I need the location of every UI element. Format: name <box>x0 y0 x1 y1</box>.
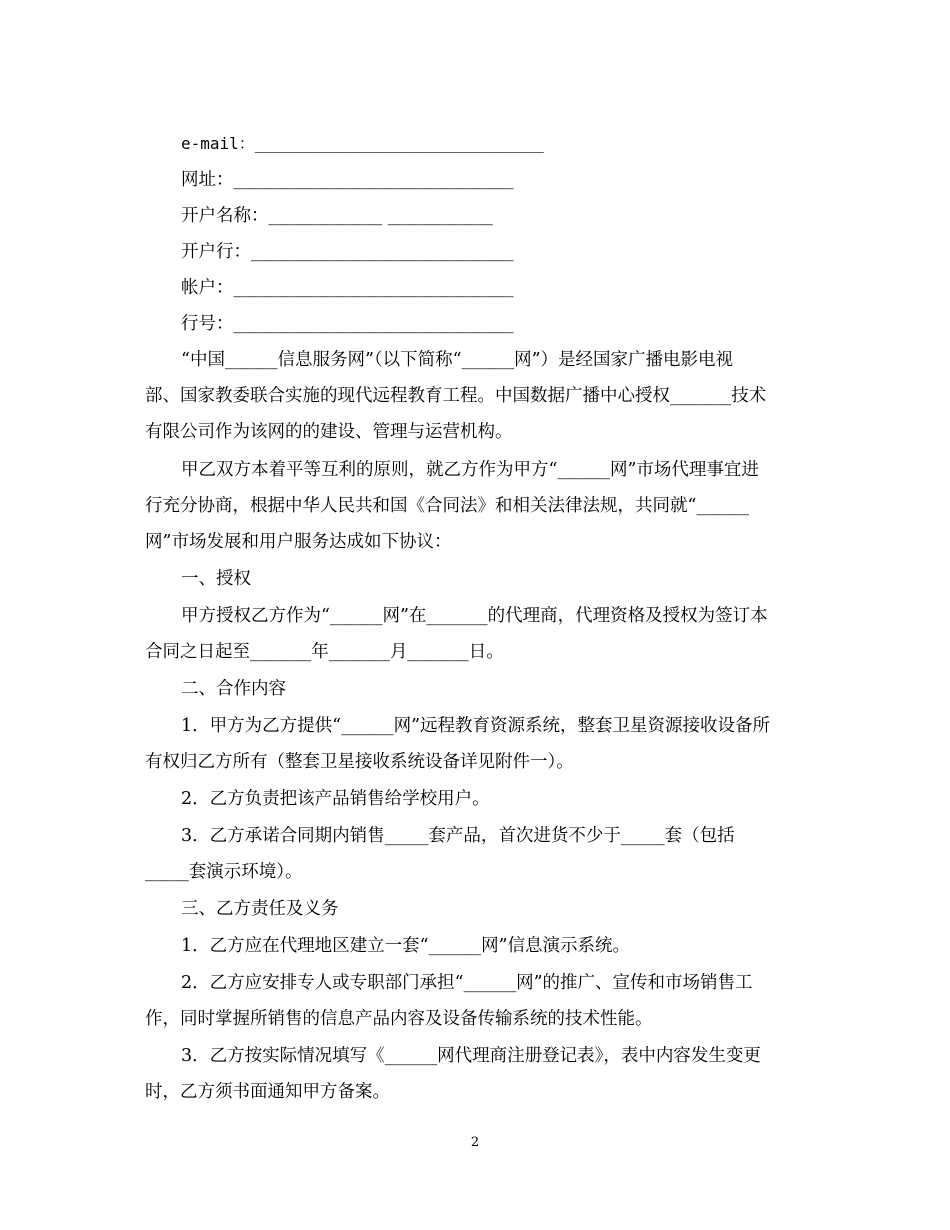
authorization-line: 合同之日起至_______年_______月_______日。 <box>145 642 504 662</box>
obligation-item-2-line: 作，同时掌握所销售的信息产品内容及设备传输系统的技术性能。 <box>145 1009 653 1029</box>
obligation-item-3-line: 3．乙方按实际情况填写《______网代理商注册登记表》，表中内容发生变更 <box>181 1046 761 1066</box>
account-field-line: 帐户：________________________________ <box>181 278 514 298</box>
account-name-field-line: 开户名称：_____________ ____________ <box>181 206 493 226</box>
authorization-line: 甲方授权乙方作为“______网”在_______的代理商，代理资格及授权为签订本 <box>181 606 768 626</box>
cooperation-item-3-line: 3．乙方承诺合同期内销售_____套产品，首次进货不少于_____套（包括 <box>181 826 735 846</box>
obligation-item-1: 1．乙方应在代理地区建立一套“______网”信息演示系统。 <box>181 936 631 956</box>
section-heading-authorization: 一、授权 <box>181 569 251 589</box>
section-heading-obligations: 三、乙方责任及义务 <box>181 899 339 919</box>
agreement-paragraph-line: 甲乙双方本着平等互利的原则，就乙方作为甲方“______网”市场代理事宜进 <box>181 460 759 480</box>
obligation-item-3-line: 时，乙方须书面通知甲方备案。 <box>145 1082 390 1102</box>
bank-field-line: 开户行：______________________________ <box>181 242 514 262</box>
cooperation-item-1-line: 1．甲方为乙方提供“______网”远程教育资源系统，整套卫星资源接收设备所 <box>181 716 771 736</box>
section-heading-cooperation: 二、合作内容 <box>181 679 286 699</box>
cooperation-item-1-line: 有权归乙方所有（整套卫星接收系统设备详见附件一）。 <box>145 752 574 772</box>
cooperation-item-2: 2．乙方负责把该产品销售给学校用户。 <box>181 789 490 809</box>
intro-paragraph-line: 部、国家教委联合实施的现代远程教育工程。中国数据广播中心授权_______技术 <box>145 386 767 406</box>
obligation-item-2-line: 2．乙方应安排专人或专职部门承担“______网”的推广、宣传和市场销售工 <box>181 973 753 993</box>
agreement-paragraph-line: 行充分协商，根据中华人民共和国《合同法》和相关法律法规，共同就“______ <box>145 496 749 516</box>
cooperation-item-3-line: _____套演示环境）。 <box>145 862 303 882</box>
intro-paragraph-line: “中国______信息服务网”（以下简称“______网”）是经国家广播电影电视 <box>181 350 734 370</box>
email-field-line: e-mail：______________________________ <box>181 134 544 153</box>
agreement-paragraph-line: 网”市场发展和用户服务达成如下协议： <box>145 532 452 552</box>
page-number: 2 <box>470 1135 480 1150</box>
website-field-line: 网址：________________________________ <box>181 170 514 190</box>
bank-number-field-line: 行号：________________________________ <box>181 314 514 334</box>
intro-paragraph-line: 有限公司作为该网的的建设、管理与运营机构。 <box>145 422 513 442</box>
